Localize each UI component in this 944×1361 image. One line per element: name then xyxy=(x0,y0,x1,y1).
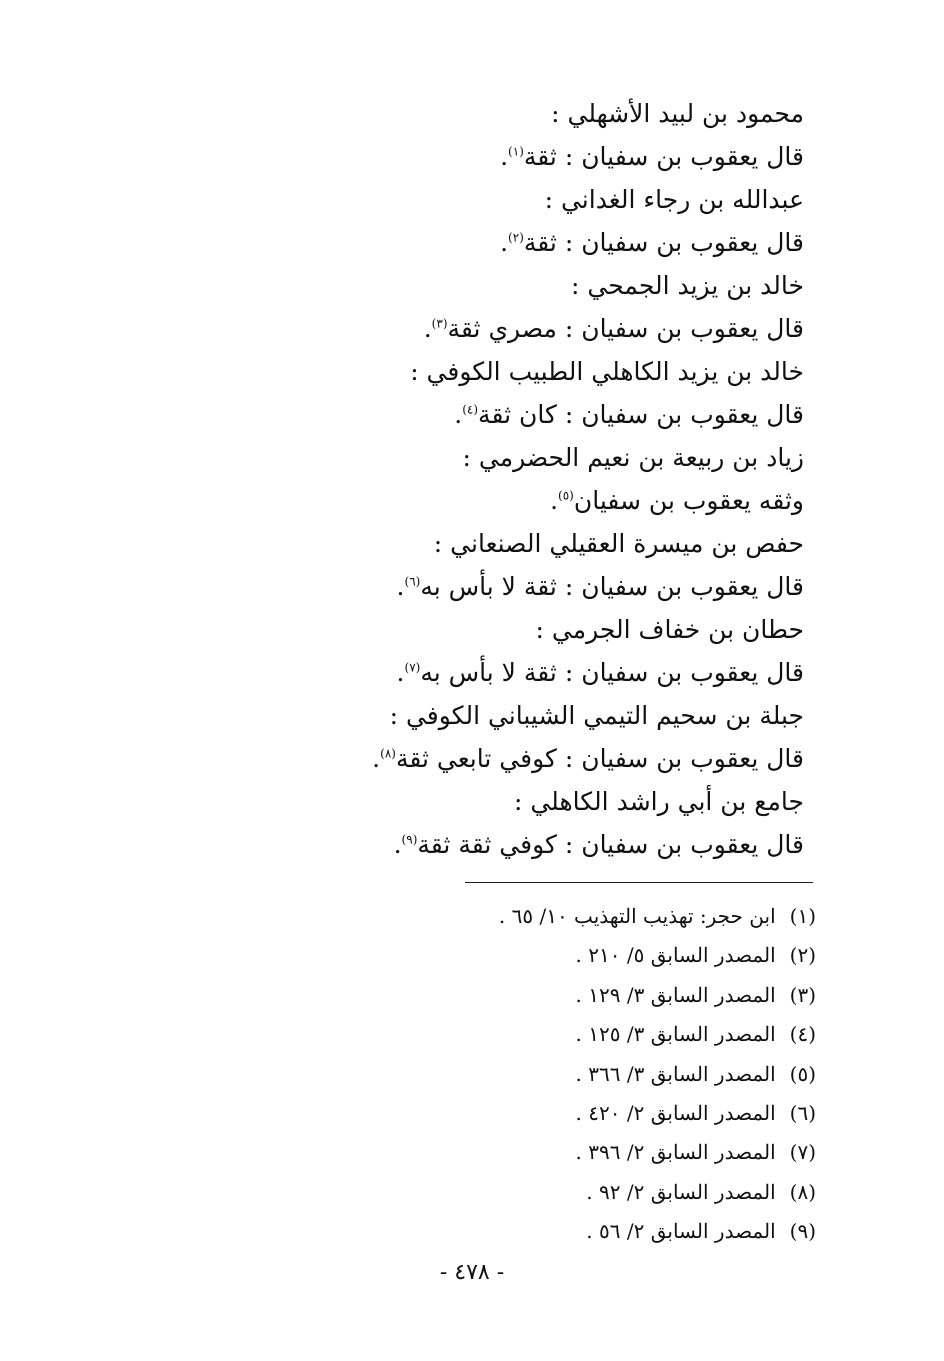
text-line xyxy=(324,307,804,350)
footnote-text: المصدر السابق ٢/ ٣٩٦ . xyxy=(575,1140,776,1165)
footnote-text: المصدر السابق ٣/ ٣٦٦ . xyxy=(575,1061,776,1086)
line-text: قال يعقوب بن سفيان : كوفي ثقة ثقة xyxy=(417,830,804,859)
line-text: محمود بن لبيد الأشهلي : xyxy=(551,99,804,128)
line-text: زياد بن ربيعة بن نعيم الحضرمي : xyxy=(462,443,804,472)
line-end: . xyxy=(550,486,559,515)
footnote-ref[interactable]: (٨) xyxy=(380,746,396,761)
line-text: قال يعقوب بن سفيان : ثقة لا بأس به xyxy=(420,658,804,687)
footnote-item xyxy=(499,976,816,1015)
line-text: قال يعقوب بن سفيان : ثقة لا بأس به xyxy=(420,572,804,601)
text-line xyxy=(324,264,804,307)
footnote-number: (٢) xyxy=(789,943,816,968)
footnote-text: المصدر السابق ٢/ ٤٢٠ . xyxy=(575,1101,776,1126)
line-text: عبدالله بن رجاء الغداني : xyxy=(544,185,804,214)
footnote-divider xyxy=(465,882,813,883)
text-line xyxy=(324,823,804,866)
text-line xyxy=(324,350,804,393)
line-text: جامع بن أبي راشد الكاهلي : xyxy=(513,787,804,816)
line-end: . xyxy=(396,572,405,601)
footnote-number: (٤) xyxy=(789,1022,816,1047)
text-line xyxy=(324,522,804,565)
line-end: . xyxy=(423,314,432,343)
text-line xyxy=(324,221,804,264)
footnote-ref[interactable]: (٢) xyxy=(508,230,524,245)
main-text xyxy=(324,92,804,866)
text-line xyxy=(324,608,804,651)
footnote-text: ابن حجر: تهذيب التهذيب ١٠/ ٦٥ . xyxy=(498,904,776,928)
line-end: . xyxy=(396,658,405,687)
line-text: قال يعقوب بن سفيان : كان ثقة xyxy=(478,400,804,429)
footnote-item xyxy=(499,1173,816,1212)
text-line xyxy=(324,565,804,608)
footnote-ref[interactable]: (١) xyxy=(508,144,524,159)
text-line xyxy=(324,479,804,522)
footnote-text: المصدر السابق ٣/ ١٢٥ . xyxy=(575,1022,776,1047)
page-number: - ٤٧٨ - xyxy=(439,1260,505,1285)
text-line xyxy=(324,436,804,479)
footnotes xyxy=(499,897,816,1252)
line-end: . xyxy=(500,228,509,257)
line-text: خالد بن يزيد الجمحي : xyxy=(571,271,804,300)
line-text: وثقه يعقوب بن سفيان xyxy=(573,486,804,515)
text-line xyxy=(324,178,804,221)
footnote-number: (٥) xyxy=(789,1061,816,1086)
footnote-item xyxy=(499,1015,816,1054)
text-line xyxy=(324,780,804,823)
footnote-text: المصدر السابق ٥/ ٢١٠ . xyxy=(575,943,776,968)
text-line xyxy=(324,694,804,737)
line-end: . xyxy=(393,830,402,859)
footnote-item xyxy=(499,1133,816,1172)
footnote-number: (٩) xyxy=(789,1219,816,1244)
line-text: قال يعقوب بن سفيان : ثقة xyxy=(523,142,804,171)
footnote-item xyxy=(499,897,816,936)
footnote-number: (٣) xyxy=(789,982,816,1007)
footnote-item xyxy=(499,1212,816,1251)
text-line xyxy=(324,92,804,135)
footnote-ref[interactable]: (٥) xyxy=(558,488,574,503)
text-line xyxy=(324,737,804,780)
line-end: . xyxy=(500,142,509,171)
text-line xyxy=(324,393,804,436)
line-text: قال يعقوب بن سفيان : ثقة xyxy=(523,228,804,257)
footnote-number: (٦) xyxy=(789,1101,816,1126)
line-text: قال يعقوب بن سفيان : كوفي تابعي ثقة xyxy=(395,744,804,773)
footnote-number: (٨) xyxy=(789,1179,816,1204)
footnote-text: المصدر السابق ٢/ ٩٢ . xyxy=(586,1179,776,1204)
line-end: . xyxy=(372,744,381,773)
footnote-item xyxy=(499,936,816,975)
line-text: خالد بن يزيد الكاهلي الطبيب الكوفي : xyxy=(410,357,804,386)
line-text: حفص بن ميسرة العقيلي الصنعاني : xyxy=(433,529,804,558)
line-text: جبلة بن سحيم التيمي الشيباني الكوفي : xyxy=(389,701,804,730)
footnote-item xyxy=(499,1094,816,1133)
footnote-text: المصدر السابق ٢/ ٥٦ . xyxy=(586,1219,776,1244)
footnote-ref[interactable]: (٩) xyxy=(401,832,418,847)
footnote-ref[interactable]: (٣) xyxy=(431,316,448,331)
footnote-number: (٧) xyxy=(789,1140,816,1165)
line-end: . xyxy=(454,400,463,429)
line-text: قال يعقوب بن سفيان : مصري ثقة xyxy=(447,314,804,343)
footnote-item xyxy=(499,1055,816,1094)
footnote-ref[interactable]: (٦) xyxy=(404,574,421,589)
footnote-ref[interactable]: (٤) xyxy=(462,402,479,417)
footnote-number: (١) xyxy=(789,904,816,928)
footnote-text: المصدر السابق ٣/ ١٢٩ . xyxy=(575,982,776,1007)
footnote-ref[interactable]: (٧) xyxy=(404,660,421,675)
text-line xyxy=(324,651,804,694)
text-line xyxy=(324,135,804,178)
line-text: حطان بن خفاف الجرمي : xyxy=(535,615,804,644)
